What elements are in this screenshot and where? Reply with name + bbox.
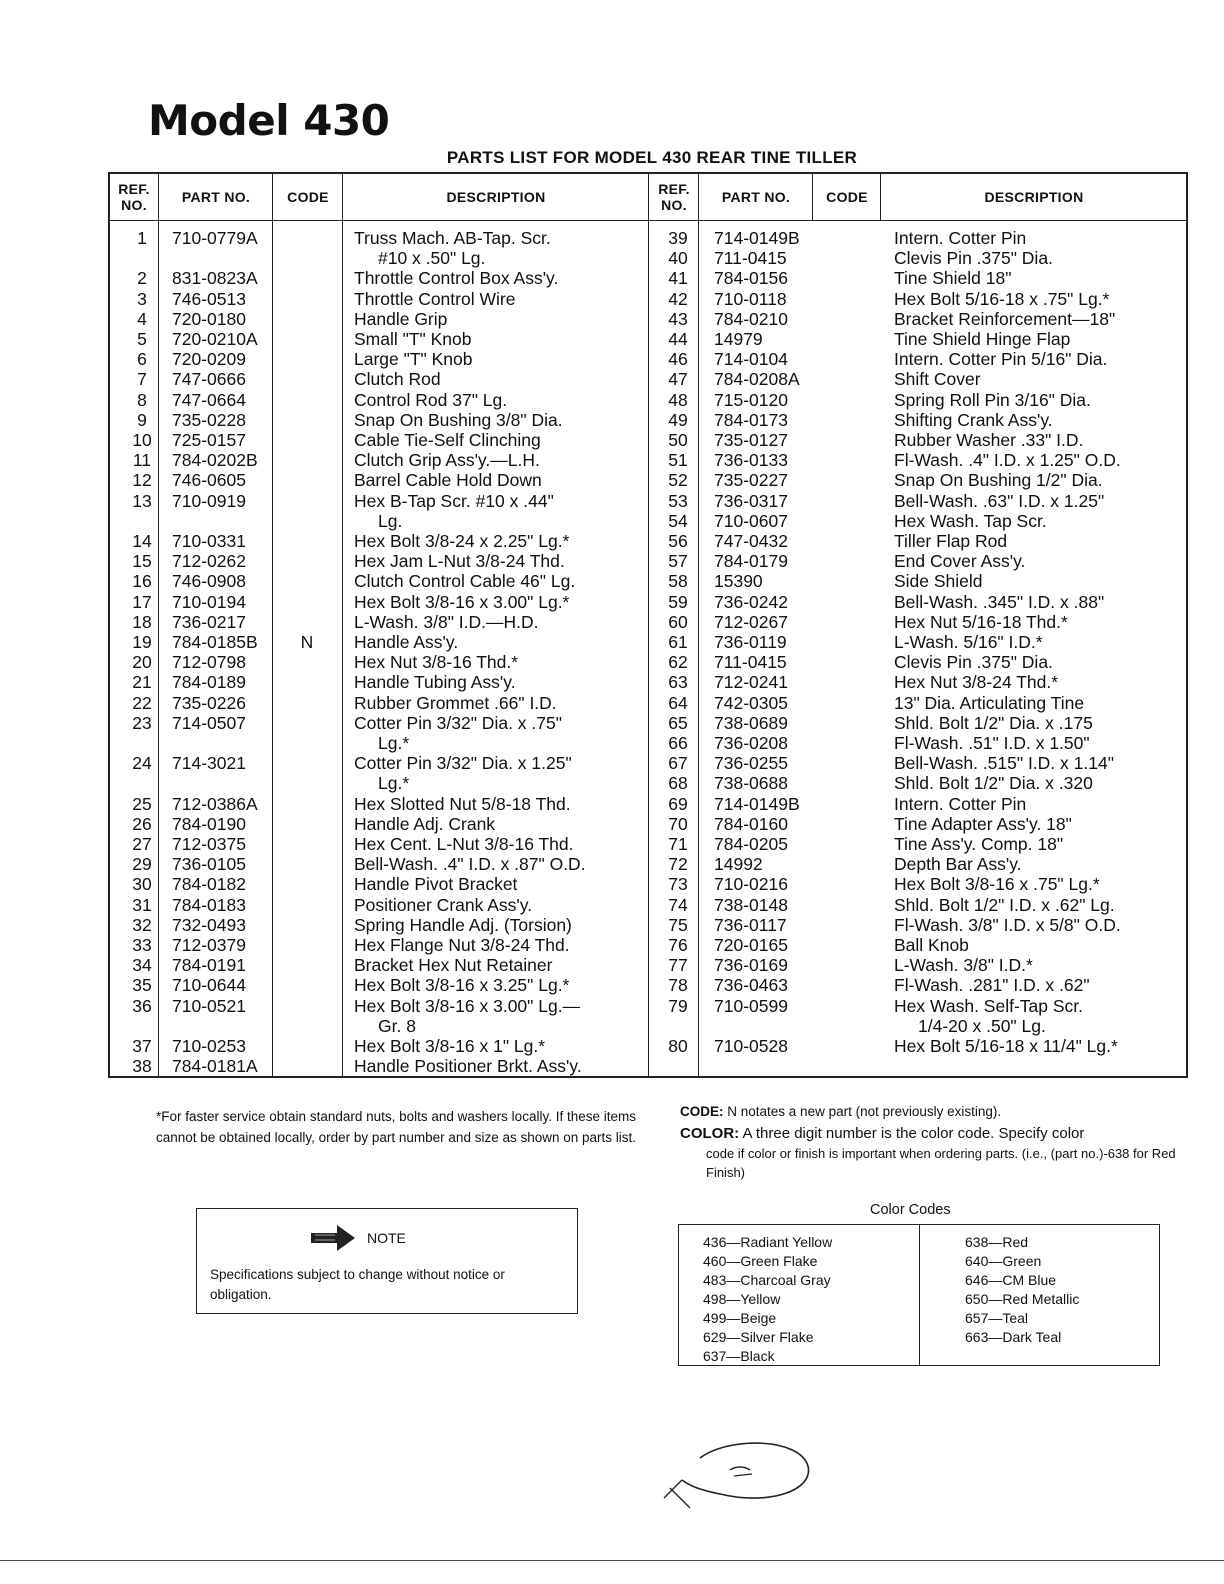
part-no: 784-0185B — [172, 632, 258, 652]
ref-no: 2 — [137, 268, 147, 288]
ref-no: 76 — [668, 935, 688, 955]
part-no: 747-0432 — [714, 531, 788, 551]
col-divider — [342, 172, 343, 1078]
ref-no: 38 — [132, 1056, 152, 1076]
part-no: 710-0528 — [714, 1036, 788, 1056]
color-code-item: 640—Green — [965, 1253, 1042, 1269]
col-divider — [880, 172, 881, 220]
ref-no: 26 — [132, 814, 152, 834]
part-no: 738-0148 — [714, 895, 788, 915]
part-no: 747-0664 — [172, 390, 246, 410]
ref-no: 33 — [132, 935, 152, 955]
description: Hex Bolt 5/16-18 x .75" Lg.* — [894, 289, 1110, 309]
part-no: 747-0666 — [172, 369, 246, 389]
color-codes-right — [965, 1233, 1079, 1347]
ref-no: 63 — [668, 672, 688, 692]
ref-no: 7 — [137, 369, 147, 389]
ref-no: 22 — [132, 693, 152, 713]
part-no: 784-0189 — [172, 672, 246, 692]
ref-no: 68 — [668, 773, 688, 793]
ref-no: 80 — [668, 1036, 688, 1056]
ref-no: 16 — [132, 571, 152, 591]
color-code-item: 638—Red — [965, 1234, 1029, 1250]
ref-no: 71 — [668, 834, 688, 854]
description: Hex Bolt 3/8-16 x 1" Lg.* — [354, 1036, 546, 1056]
ref-no: 57 — [668, 551, 688, 571]
ref-no: 70 — [668, 814, 688, 834]
color-note-text: A three digit number is the color code. Specify color — [742, 1125, 1085, 1142]
col-divider — [272, 172, 273, 1078]
description-continued: Gr. 8 — [378, 1016, 416, 1036]
ref-no: 27 — [132, 834, 152, 854]
description: Hex Bolt 3/8-16 x .75" Lg.* — [894, 874, 1100, 894]
ref-no: 42 — [668, 289, 688, 309]
ref-no: 69 — [668, 794, 688, 814]
part-no: 710-0644 — [172, 975, 246, 995]
description: Hex Wash. Tap Scr. — [894, 511, 1047, 531]
parts-list-title: PARTS LIST FOR MODEL 430 REAR TINE TILLER — [446, 148, 858, 167]
part-no: 712-0379 — [172, 935, 246, 955]
ref-no: 20 — [132, 652, 152, 672]
ref-no: 39 — [668, 228, 688, 248]
ref-no: 1 — [137, 228, 147, 248]
ref-no: 25 — [132, 794, 152, 814]
part-no: 736-0133 — [714, 450, 788, 470]
ref-no: 56 — [668, 531, 688, 551]
part-no: 710-0607 — [714, 511, 788, 531]
part-no: 736-0208 — [714, 733, 788, 753]
ref-no: 18 — [132, 612, 152, 632]
ref-no: 72 — [668, 854, 688, 874]
ref-no: 36 — [132, 996, 152, 1016]
ref-no: 47 — [668, 369, 688, 389]
note-box — [196, 1208, 578, 1314]
ref-no: 8 — [137, 390, 147, 410]
description: Small "T" Knob — [354, 329, 472, 349]
part-no: 831-0823A — [172, 268, 258, 288]
part-no: 15390 — [714, 571, 763, 591]
description: Barrel Cable Hold Down — [354, 470, 542, 490]
part-no: 736-0255 — [714, 753, 788, 773]
part-no: 784-0183 — [172, 895, 246, 915]
part-no: 735-0127 — [714, 430, 788, 450]
description: Handle Ass'y. — [354, 632, 459, 652]
ref-no: 58 — [668, 571, 688, 591]
col-divider — [648, 172, 649, 1078]
part-no: 735-0226 — [172, 693, 246, 713]
ref-no: 73 — [668, 874, 688, 894]
description: Spring Roll Pin 3/16" Dia. — [894, 390, 1091, 410]
part-no: 784-0202B — [172, 450, 258, 470]
description: Cotter Pin 3/32" Dia. x 1.25" — [354, 753, 572, 773]
color-code-item: 657—Teal — [965, 1310, 1029, 1326]
description: Clevis Pin .375" Dia. — [894, 652, 1053, 672]
color-codes-divider — [919, 1225, 920, 1365]
ref-no: 64 — [668, 693, 688, 713]
page-bottom-rule — [0, 1560, 1224, 1561]
description: Bell-Wash. .63" I.D. x 1.25" — [894, 491, 1105, 511]
ref-no: 34 — [132, 955, 152, 975]
ref-no: 75 — [668, 915, 688, 935]
part-no: 712-0798 — [172, 652, 246, 672]
part-no: 746-0908 — [172, 571, 246, 591]
part-no: 736-0217 — [172, 612, 246, 632]
ref-no: 52 — [668, 470, 688, 490]
description: Bell-Wash. .4" I.D. x .87" O.D. — [354, 854, 586, 874]
description: Hex Bolt 3/8-16 x 3.25" Lg.* — [354, 975, 570, 995]
part-no: 736-0242 — [714, 592, 788, 612]
description: Intern. Cotter Pin — [894, 794, 1027, 814]
part-no: 736-0463 — [714, 975, 788, 995]
part-no: 784-0208A — [714, 369, 800, 389]
description: Hex Bolt 3/8-24 x 2.25" Lg.* — [354, 531, 570, 551]
ref-no: 3 — [137, 289, 147, 309]
ref-no: 9 — [137, 410, 147, 430]
header-code: CODE — [826, 189, 868, 205]
description: Fl-Wash. .281" I.D. x .62" — [894, 975, 1090, 995]
part-no: 712-0241 — [714, 672, 788, 692]
description: Rubber Washer .33" I.D. — [894, 430, 1084, 450]
part-no: 14979 — [714, 329, 763, 349]
part-no: 710-0779A — [172, 228, 258, 248]
part-no: 736-0317 — [714, 491, 788, 511]
description: Handle Tubing Ass'y. — [354, 672, 516, 692]
header-description: DESCRIPTION — [446, 189, 546, 205]
col-divider — [698, 172, 699, 1078]
ref-no: 19 — [132, 632, 152, 652]
description: Cotter Pin 3/32" Dia. x .75" — [354, 713, 562, 733]
code-note-text: N notates a new part (not previously existing). — [727, 1104, 1002, 1119]
part-no: 742-0305 — [714, 693, 788, 713]
ref-no: 10 — [132, 430, 152, 450]
part-no: 720-0165 — [714, 935, 788, 955]
ref-no: 77 — [668, 955, 688, 975]
description: Fl-Wash. .4" I.D. x 1.25" O.D. — [894, 450, 1121, 470]
description: Snap On Bushing 3/8" Dia. — [354, 410, 563, 430]
part-no: 784-0179 — [714, 551, 788, 571]
ref-no: 13 — [132, 491, 152, 511]
header-ref-no: REF. NO. — [118, 181, 150, 213]
part-no: 784-0182 — [172, 874, 246, 894]
ref-no: 31 — [132, 895, 152, 915]
part-no: 714-0104 — [714, 349, 788, 369]
description: Shld. Bolt 1/2" I.D. x .62" Lg. — [894, 895, 1115, 915]
part-no: 720-0210A — [172, 329, 258, 349]
ref-no: 15 — [132, 551, 152, 571]
description: Throttle Control Wire — [354, 289, 516, 309]
ref-no: 66 — [668, 733, 688, 753]
ref-no: 5 — [137, 329, 147, 349]
description: Hex Bolt 3/8-16 x 3.00" Lg.— — [354, 996, 581, 1016]
part-no: 736-0105 — [172, 854, 246, 874]
description: Shifting Crank Ass'y. — [894, 410, 1053, 430]
description: L-Wash. 3/8" I.D.—H.D. — [354, 612, 539, 632]
description: Tiller Flap Rod — [894, 531, 1008, 551]
ref-no: 21 — [132, 672, 152, 692]
color-code-item: 483—Charcoal Gray — [703, 1272, 831, 1288]
part-no: 784-0160 — [714, 814, 788, 834]
description: Handle Positioner Brkt. Ass'y. — [354, 1056, 582, 1076]
description: Depth Bar Ass'y. — [894, 854, 1022, 874]
part-no: 714-0507 — [172, 713, 246, 733]
description: Ball Knob — [894, 935, 969, 955]
description: 13" Dia. Articulating Tine — [894, 693, 1085, 713]
description: Hex Bolt 3/8-16 x 3.00" Lg.* — [354, 592, 570, 612]
ref-no: 74 — [668, 895, 688, 915]
description: Snap On Bushing 1/2" Dia. — [894, 470, 1103, 490]
color-codes-table — [678, 1224, 1160, 1366]
part-no: 784-0210 — [714, 309, 788, 329]
description: Hex B-Tap Scr. #10 x .44" — [354, 491, 554, 511]
description: Positioner Crank Ass'y. — [354, 895, 533, 915]
description: Hex Nut 3/8-16 Thd.* — [354, 652, 519, 672]
part-no: 784-0191 — [172, 955, 246, 975]
description: Hex Flange Nut 3/8-24 Thd. — [354, 935, 570, 955]
description: Tine Adapter Ass'y. 18" — [894, 814, 1072, 834]
description-continued: Lg.* — [378, 733, 410, 753]
ref-no: 50 — [668, 430, 688, 450]
description: Hex Nut 5/16-18 Thd.* — [894, 612, 1068, 632]
description-continued: #10 x .50" Lg. — [378, 248, 486, 268]
part-no: 736-0119 — [714, 632, 787, 652]
part-no: 710-0253 — [172, 1036, 246, 1056]
color-codes-title: Color Codes — [870, 1202, 951, 1218]
part-no: 715-0120 — [714, 390, 788, 410]
code-note-label: CODE: — [680, 1104, 724, 1119]
description: Handle Pivot Bracket — [354, 874, 518, 894]
description: Bell-Wash. .515" I.D. x 1.14" — [894, 753, 1114, 773]
part-no: 710-0599 — [714, 996, 788, 1016]
color-code-item: 460—Green Flake — [703, 1253, 818, 1269]
description: Fl-Wash. 3/8" I.D. x 5/8" O.D. — [894, 915, 1121, 935]
handwritten-mark — [660, 1428, 830, 1518]
description-continued: 1/4-20 x .50" Lg. — [918, 1016, 1046, 1036]
ref-no: 35 — [132, 975, 152, 995]
ref-no: 23 — [132, 713, 152, 733]
ref-no: 60 — [668, 612, 688, 632]
description: Intern. Cotter Pin 5/16" Dia. — [894, 349, 1108, 369]
part-no: 714-0149B — [714, 794, 800, 814]
description: Tine Shield Hinge Flap — [894, 329, 1071, 349]
header-description: DESCRIPTION — [984, 189, 1084, 205]
page-title: Model 430 — [148, 96, 390, 145]
description: Side Shield — [894, 571, 983, 591]
description: Shld. Bolt 1/2" Dia. x .320 — [894, 773, 1093, 793]
part-no: 746-0513 — [172, 289, 246, 309]
ref-no: 54 — [668, 511, 688, 531]
ref-no: 37 — [132, 1036, 152, 1056]
description: Intern. Cotter Pin — [894, 228, 1027, 248]
description: Handle Grip — [354, 309, 448, 329]
ref-no: 67 — [668, 753, 688, 773]
description: Hex Jam L-Nut 3/8-24 Thd. — [354, 551, 565, 571]
header-part-no: PART NO. — [721, 189, 791, 205]
description: Hex Wash. Self-Tap Scr. — [894, 996, 1083, 1016]
description: Tine Shield 18" — [894, 268, 1012, 288]
description: Clevis Pin .375" Dia. — [894, 248, 1053, 268]
description-continued: Lg.* — [378, 773, 410, 793]
color-code-item: 637—Black — [703, 1348, 775, 1364]
note-heading: NOTE — [367, 1230, 406, 1246]
color-code-item: 498—Yellow — [703, 1291, 781, 1307]
ref-no: 14 — [132, 531, 152, 551]
ref-no: 40 — [668, 248, 688, 268]
description: Rubber Grommet .66" I.D. — [354, 693, 557, 713]
part-no: 710-0118 — [714, 289, 787, 309]
part-no: 738-0688 — [714, 773, 788, 793]
ref-no: 6 — [137, 349, 147, 369]
description: L-Wash. 3/8" I.D.* — [894, 955, 1033, 975]
description: Control Rod 37" Lg. — [354, 390, 508, 410]
color-code-item: 436—Radiant Yellow — [703, 1234, 833, 1250]
part-no: 732-0493 — [172, 915, 246, 935]
ref-no: 4 — [137, 309, 147, 329]
description: End Cover Ass'y. — [894, 551, 1026, 571]
color-codes-left — [703, 1233, 832, 1366]
ref-no: 43 — [668, 309, 688, 329]
part-no: 710-0331 — [172, 531, 246, 551]
description: Shld. Bolt 1/2" Dia. x .175 — [894, 713, 1093, 733]
ref-no: 41 — [668, 268, 688, 288]
part-no: 712-0375 — [172, 834, 246, 854]
description: Hex Nut 3/8-24 Thd.* — [894, 672, 1059, 692]
ref-no: 51 — [668, 450, 688, 470]
part-no: 710-0521 — [172, 996, 246, 1016]
part-no: 784-0205 — [714, 834, 788, 854]
part-no: 710-0919 — [172, 491, 246, 511]
header-code: CODE — [287, 189, 329, 205]
description: Shift Cover — [894, 369, 981, 389]
ref-no: 59 — [668, 592, 688, 612]
part-no: 14992 — [714, 854, 763, 874]
description-continued: Lg. — [378, 511, 403, 531]
part-no: 710-0216 — [714, 874, 788, 894]
ref-no: 61 — [668, 632, 688, 652]
part-no: 714-3021 — [172, 753, 246, 773]
color-code-item: 629—Silver Flake — [703, 1329, 814, 1345]
description: Clutch Grip Ass'y.—L.H. — [354, 450, 540, 470]
header-part-no: PART NO. — [181, 189, 251, 205]
description: Spring Handle Adj. (Torsion) — [354, 915, 572, 935]
description: Cable Tie-Self Clinching — [354, 430, 541, 450]
part-no: 738-0689 — [714, 713, 788, 733]
ref-no: 78 — [668, 975, 688, 995]
ref-no: 46 — [668, 349, 688, 369]
color-code-item: 499—Beige — [703, 1310, 777, 1326]
code-note — [680, 1102, 1180, 1122]
ref-no: 79 — [668, 996, 688, 1016]
ref-no: 53 — [668, 491, 688, 511]
ref-no: 32 — [132, 915, 152, 935]
part-no: 784-0156 — [714, 268, 788, 288]
description: Bracket Hex Nut Retainer — [354, 955, 553, 975]
note-text: Specifications subject to change without notice or obligation. — [210, 1267, 505, 1302]
description: Throttle Control Box Ass'y. — [354, 268, 559, 288]
part-no: 736-0117 — [714, 915, 787, 935]
color-note-label: COLOR: — [680, 1125, 740, 1142]
part-no: 725-0157 — [172, 430, 246, 450]
ref-no: 30 — [132, 874, 152, 894]
note-heading-row — [309, 1223, 406, 1253]
part-no: 712-0267 — [714, 612, 788, 632]
part-no: 735-0227 — [714, 470, 788, 490]
arrow-icon — [309, 1223, 357, 1253]
description: Fl-Wash. .51" I.D. x 1.50" — [894, 733, 1090, 753]
color-code-item: 663—Dark Teal — [965, 1329, 1062, 1345]
color-code-item: 646—CM Blue — [965, 1272, 1057, 1288]
ref-no: 65 — [668, 713, 688, 733]
color-code-item: 650—Red Metallic — [965, 1291, 1080, 1307]
part-no: 711-0415 — [714, 248, 787, 268]
description: L-Wash. 5/16" I.D.* — [894, 632, 1043, 652]
ref-no: 49 — [668, 410, 688, 430]
ref-no: 29 — [132, 854, 152, 874]
part-no: 714-0149B — [714, 228, 800, 248]
ref-no: 11 — [132, 450, 152, 470]
part-no: 720-0209 — [172, 349, 246, 369]
header-ref-no: REF. NO. — [658, 181, 690, 213]
description: Large "T" Knob — [354, 349, 473, 369]
description: Bell-Wash. .345" I.D. x .88" — [894, 592, 1105, 612]
ref-no: 12 — [132, 470, 152, 490]
ref-no: 17 — [132, 592, 152, 612]
color-note-rest: code if color or finish is important when ordering parts. (i.e., (part no.)-638 for Red Finish) — [706, 1146, 1176, 1180]
part-no: 711-0415 — [714, 652, 787, 672]
part-no: 746-0605 — [172, 470, 246, 490]
description: Clutch Control Cable 46" Lg. — [354, 571, 576, 591]
footnote: *For faster service obtain standard nuts, bolts and washers locally. If these items cannot be obtained locally, order by part number and size as shown on parts list. — [156, 1109, 637, 1145]
ref-no: 24 — [132, 753, 152, 773]
part-no: 784-0173 — [714, 410, 788, 430]
part-no: 712-0386A — [172, 794, 258, 814]
part-no: 735-0228 — [172, 410, 246, 430]
part-no: 784-0190 — [172, 814, 246, 834]
part-no: 720-0180 — [172, 309, 246, 329]
description: Bracket Reinforcement—18" — [894, 309, 1116, 329]
color-note — [680, 1124, 1180, 1182]
part-no: 784-0181A — [172, 1056, 258, 1076]
ref-no: 62 — [668, 652, 688, 672]
description: Clutch Rod — [354, 369, 441, 389]
description: Hex Cent. L-Nut 3/8-16 Thd. — [354, 834, 574, 854]
description: Hex Bolt 5/16-18 x 11/4" Lg.* — [894, 1036, 1118, 1056]
ref-no: 44 — [668, 329, 688, 349]
description: Handle Adj. Crank — [354, 814, 496, 834]
code: N — [300, 632, 314, 652]
col-divider — [812, 172, 813, 220]
description: Truss Mach. AB-Tap. Scr. — [354, 228, 551, 248]
part-no: 710-0194 — [172, 592, 246, 612]
description: Tine Ass'y. Comp. 18" — [894, 834, 1064, 854]
description: Hex Slotted Nut 5/8-18 Thd. — [354, 794, 571, 814]
part-no: 736-0169 — [714, 955, 788, 975]
part-no: 712-0262 — [172, 551, 246, 571]
ref-no: 48 — [668, 390, 688, 410]
